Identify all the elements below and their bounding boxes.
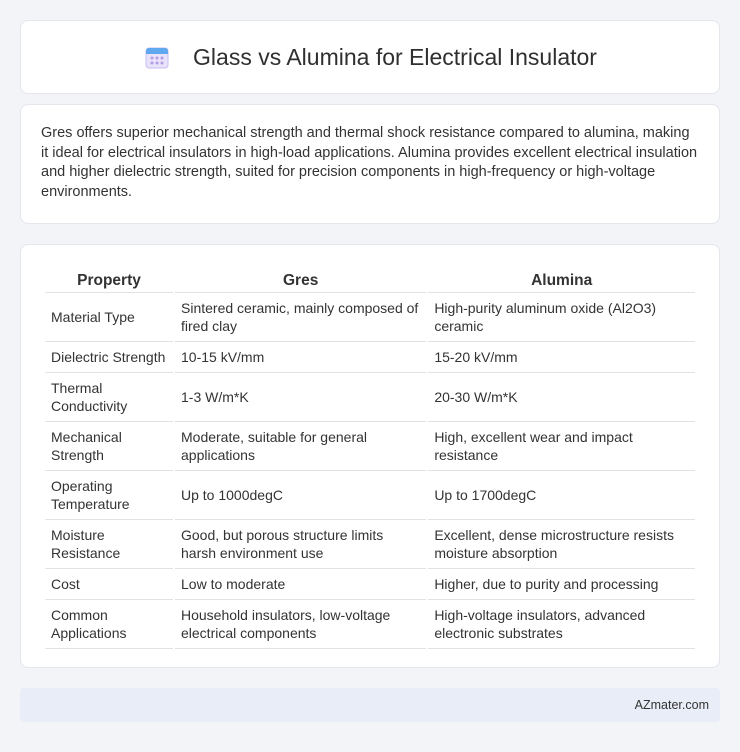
- row-gres-value: Sintered ceramic, mainly composed of fired clay: [175, 293, 426, 342]
- table-row: [45, 471, 695, 520]
- table-row: [45, 569, 695, 600]
- row-alumina-value: 15-20 kV/mm: [428, 342, 695, 373]
- column-header-alumina: Alumina: [428, 265, 695, 293]
- row-property: Material Type: [45, 293, 173, 342]
- row-property: Thermal Conductivity: [45, 373, 173, 422]
- comparison-table-card: [20, 244, 720, 668]
- table-row: [45, 373, 695, 422]
- table-header-row: [45, 265, 695, 293]
- row-property: Dielectric Strength: [45, 342, 173, 373]
- row-gres-value: Up to 1000degC: [175, 471, 426, 520]
- row-gres-value: Good, but porous structure limits harsh environment use: [175, 520, 426, 569]
- title-card: [20, 20, 720, 94]
- row-alumina-value: High, excellent wear and impact resistance: [428, 422, 695, 471]
- row-property: Mechanical Strength: [45, 422, 173, 471]
- footer-brand: AZmater.com: [634, 698, 709, 712]
- footer: [20, 688, 720, 722]
- row-gres-value: 10-15 kV/mm: [175, 342, 426, 373]
- column-header-property: Property: [45, 265, 173, 293]
- row-alumina-value: High-purity aluminum oxide (Al2O3) ceramic: [428, 293, 695, 342]
- row-alumina-value: High-voltage insulators, advanced electronic substrates: [428, 600, 695, 649]
- row-gres-value: Household insulators, low-voltage electrical components: [175, 600, 426, 649]
- table-row: [45, 600, 695, 649]
- row-alumina-value: 20-30 W/m*K: [428, 373, 695, 422]
- row-property: Operating Temperature: [45, 471, 173, 520]
- calendar-icon: [143, 43, 171, 71]
- row-gres-value: 1-3 W/m*K: [175, 373, 426, 422]
- comparison-table: [43, 265, 697, 649]
- row-alumina-value: Up to 1700degC: [428, 471, 695, 520]
- table-row: [45, 293, 695, 342]
- table-row: [45, 342, 695, 373]
- row-gres-value: Low to moderate: [175, 569, 426, 600]
- summary-card: [20, 104, 720, 224]
- column-header-gres: Gres: [175, 265, 426, 293]
- row-property: Common Applications: [45, 600, 173, 649]
- row-alumina-value: Higher, due to purity and processing: [428, 569, 695, 600]
- summary-text: Gres offers superior mechanical strength and thermal shock resistance compared to alumina, making it ideal for electrical insulators in high-load applications. Alumina provides excellent electrical insulation and higher dielectric strength, suited for precision components in high-frequency or high-voltage environments.: [41, 125, 698, 200]
- page-title: Glass vs Alumina for Electrical Insulator: [193, 43, 597, 70]
- row-alumina-value: Excellent, dense microstructure resists moisture absorption: [428, 520, 695, 569]
- table-row: [45, 520, 695, 569]
- table-row: [45, 422, 695, 471]
- row-property: Moisture Resistance: [45, 520, 173, 569]
- row-gres-value: Moderate, suitable for general applications: [175, 422, 426, 471]
- row-property: Cost: [45, 569, 173, 600]
